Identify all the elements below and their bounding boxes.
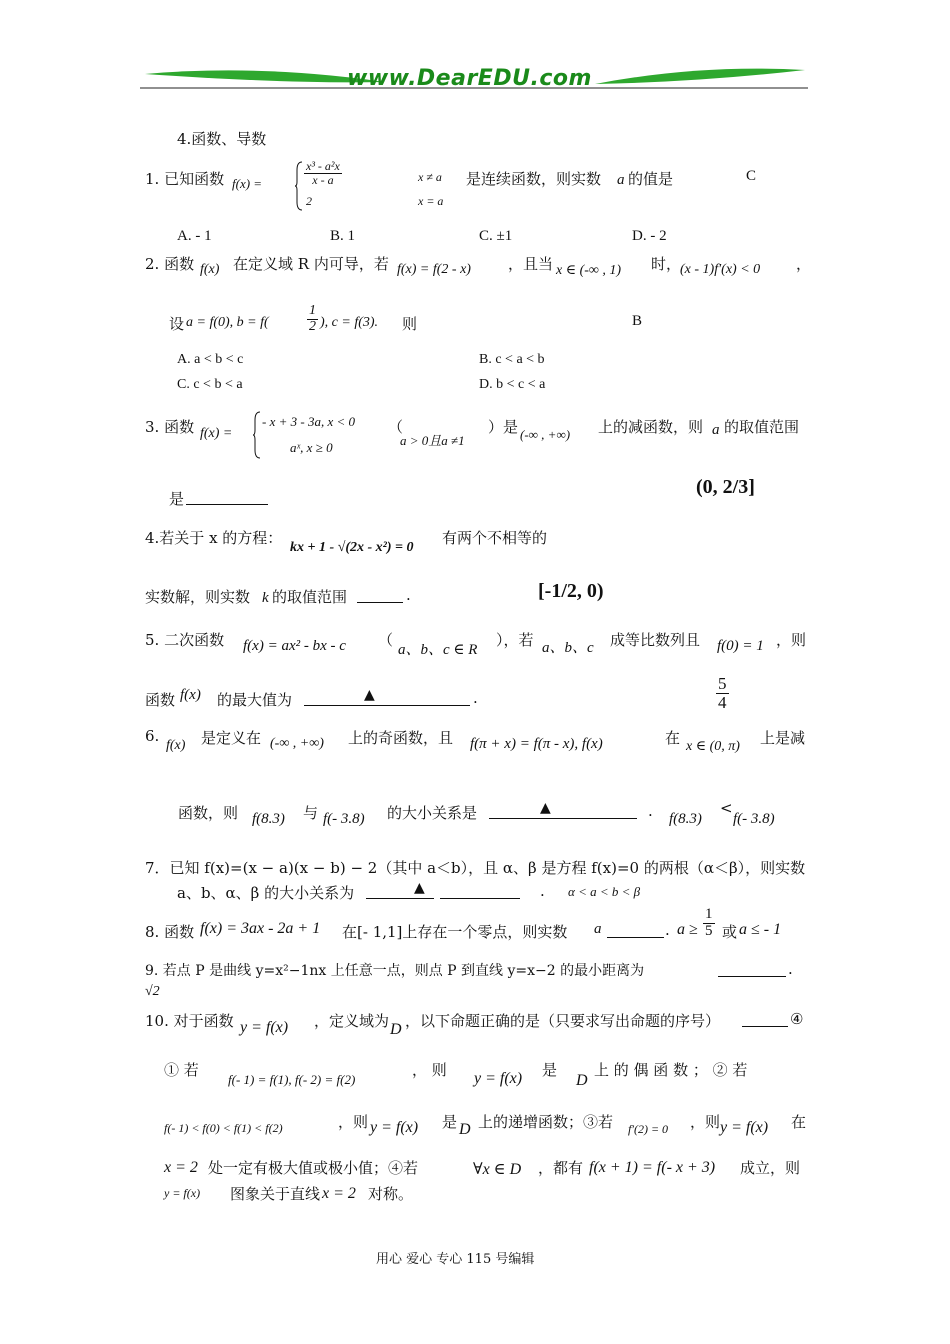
q5-answer-blank <box>304 689 470 706</box>
q10-item1-then: ， 则 <box>412 1061 447 1079</box>
q6-stem-3: 在 <box>665 729 681 747</box>
q10-item4-forall: ∀x ∈ D <box>473 1161 522 1178</box>
q3-condition: a > 0且a ≠1 <box>400 433 465 448</box>
q10-item1-rest: 上 的 偶 函 数 ； ② 若 <box>594 1061 748 1079</box>
q8-or: 或 <box>722 923 738 941</box>
q1-stem-3: 的值是 <box>628 170 674 188</box>
q2-interval: x ∈ (-∞ , 1) <box>556 263 622 278</box>
q2-line2-label: 设 <box>169 315 185 333</box>
q9-answer-blank <box>718 960 786 977</box>
q2-half-fraction <box>307 304 318 334</box>
q3-case1: - x + 3 - 3a, x < 0 <box>262 414 355 429</box>
q5-paren-open: （ <box>378 631 394 649</box>
q7-stem: 7．已知 f(x)=(x − a)(x − b) − 2（其中 a＜b），且 α、β 是方程 f(x)=0 的两根（α＜β），则实数 <box>145 859 806 877</box>
q1-option-b: B. 1 <box>330 228 356 244</box>
q10-item3-condition: f′(2) = 0 <box>628 1122 669 1136</box>
q8-stem: 8. 函数 <box>145 923 195 941</box>
q10-answer-blank <box>742 1010 788 1027</box>
q10-item4-line: x = 2 <box>322 1185 356 1202</box>
q1-stem-2: 是连续函数，则实数 <box>466 170 602 188</box>
q8-stem-2: 在[- 1,1]上存在一个零点，则实数 <box>342 923 568 941</box>
q3-interval: (-∞ , +∞) <box>520 427 571 442</box>
q4-line2-b: 的取值范围 <box>272 588 348 606</box>
q2-stem-2: 在定义域 R 内可导，若 <box>233 255 389 273</box>
q6-value-2: f(- 3.8) <box>323 811 365 827</box>
q3-stem: 3. 函数 <box>145 418 195 436</box>
q5-answer-fraction <box>716 675 729 712</box>
q1-stem: 1. 已知函数 <box>145 170 225 188</box>
q6-and: 与 <box>303 804 319 822</box>
q10-item3-rest: 处一定有极大值或极小值；④若 <box>208 1159 419 1177</box>
q4-variable: k <box>262 590 269 606</box>
q2-stem-4: 时， <box>651 255 682 273</box>
q6-answer-left: f(8.3) <box>669 811 702 827</box>
q2-definitions-2: ), c = f(3). <box>320 315 379 330</box>
q10-stem: 10. 对于函数 <box>145 1012 234 1030</box>
q1-answer: C <box>746 168 757 184</box>
q5-triangle-icon: ▲ <box>364 687 375 703</box>
q2-option-d: D. b < c < a <box>479 377 546 392</box>
q10-item2-then: ，则 <box>338 1113 369 1131</box>
q10-function: y = f(x) <box>240 1019 289 1036</box>
q2-option-a: A. a < b < c <box>177 352 244 367</box>
q5-function: f(x) = ax² - bx - c <box>243 638 346 654</box>
q5-period: . <box>473 689 478 707</box>
q10-item4-holds: 成立，则 <box>740 1159 801 1177</box>
q6-period: . <box>648 802 653 820</box>
q8-answer-a: a ≥ <box>677 921 698 938</box>
q9-stem: 9. 若点 P 是曲线 y=x²−1nx 上任意一点，则点 P 到直线 y=x−2 的最小距离为 <box>145 963 645 979</box>
q10-item2-condition: f(- 1) < f(0) < f(1) < f(2) <box>164 1121 283 1135</box>
q3-answer: (0, 2/3] <box>696 476 755 498</box>
q10-item1-domain: D <box>576 1072 588 1089</box>
q2-stem-3: ，且当 <box>508 255 554 273</box>
q5-paren-close: ），若 <box>496 631 534 649</box>
q2-half-numerator: 1 <box>309 303 316 318</box>
q10-item4-always: ，都有 <box>538 1159 584 1177</box>
q10-item4-end: 对称。 <box>368 1185 414 1203</box>
q4-period: . <box>406 586 411 604</box>
q8-function: f(x) = 3ax - 2a + 1 <box>200 920 321 937</box>
q2-option-b: B. c < a < b <box>479 352 545 367</box>
q3-answer-blank <box>186 488 268 505</box>
q4-answer-blank <box>357 586 403 603</box>
q5-f0: f(0) = 1 <box>717 638 764 654</box>
q6-answer-right: f(- 3.8) <box>733 811 775 827</box>
q8-answer-blank <box>607 921 664 938</box>
q1-option-d: D. - 2 <box>632 228 667 244</box>
q6-line2-c: 的大小关系是 <box>387 804 478 822</box>
q10-item3-point: x = 2 <box>164 1159 198 1176</box>
q1-case2-condition: x = a <box>418 194 444 208</box>
q7-line2: a、b、α、β 的大小关系为 <box>177 884 355 902</box>
q2-then: 则 <box>402 315 418 333</box>
q3-function: f(x) = <box>200 426 233 441</box>
q1-case1-fraction <box>304 160 342 186</box>
q3-paren-open: （ <box>388 418 404 436</box>
q6-stem-4: 上是减 <box>760 729 806 747</box>
q8-variable: a <box>594 921 602 937</box>
q8-period: . <box>665 921 670 939</box>
q1-case1-denominator: x - a <box>312 172 334 187</box>
q3-variable: a <box>712 422 720 438</box>
q3-stem-2: 上的减函数，则 <box>598 418 704 436</box>
q1-case2-value: 2 <box>306 194 312 208</box>
q10-domain: D <box>390 1021 402 1038</box>
q6-equation: f(π + x) = f(π - x), f(x) <box>470 736 603 752</box>
q6-value-1: f(8.3) <box>252 811 285 827</box>
q3-paren-close: ）是 <box>488 418 519 436</box>
q6-answer-blank <box>489 802 637 819</box>
q10-item1-label: ① 若 <box>164 1061 199 1079</box>
q6-domain: (-∞ , +∞) <box>270 736 324 751</box>
q9-period: . <box>788 960 793 978</box>
q1-brace-icon <box>294 160 304 212</box>
page-footer: 用心 爱心 专心 115 号编辑 <box>376 1252 535 1267</box>
q4-stem: 4.若关于 x 的方程： <box>145 529 283 547</box>
q2-half-denominator: 2 <box>309 318 316 334</box>
q3-case2: aˣ, x ≥ 0 <box>290 440 333 455</box>
q5-abc: a、b、c <box>542 640 594 656</box>
q10-item3-function: y = f(x) <box>720 1119 769 1136</box>
q1-function-label: f(x) = <box>232 176 263 191</box>
q10-item3-then: ，则 <box>690 1113 721 1131</box>
q6-stem: 是定义在 <box>201 729 262 747</box>
q6-interval: x ∈ (0, π) <box>686 739 740 754</box>
q1-option-a: A. - 1 <box>177 228 212 244</box>
q7-answer: α < a < b < β <box>568 884 641 899</box>
q3-brace-icon <box>252 410 262 460</box>
q10-stem-3: ，以下命题正确的是（只要求写出命题的序号） <box>405 1012 721 1030</box>
q10-item1-is: 是 <box>542 1061 558 1079</box>
q2-definitions: a = f(0), b = f( <box>186 315 269 330</box>
q2-stem: 2. 函数 <box>145 255 195 273</box>
q2-option-c: C. c < b < a <box>177 377 243 392</box>
q5-stem-3: ，则 <box>776 631 807 649</box>
q7-period: . <box>540 882 545 900</box>
q4-equation: kx + 1 - √(2x - x²) = 0 <box>290 540 414 555</box>
q6-fx: f(x) <box>166 738 186 753</box>
q7-triangle-icon: ▲ <box>414 880 425 896</box>
q8-answer-denominator: 5 <box>705 922 713 939</box>
q2-function: f(x) <box>200 262 220 277</box>
q3-stem-3: 的取值范围 <box>724 418 800 436</box>
q1-case1-numerator: x³ - a²x <box>306 159 340 173</box>
q10-item4-symmetric: 图象关于直线 <box>230 1185 321 1203</box>
q2-equation: f(x) = f(2 - x) <box>397 262 471 277</box>
section-title: 4.函数、导数 <box>177 130 267 148</box>
q8-answer-numerator: 1 <box>705 906 713 922</box>
q4-answer: [-1/2, 0) <box>538 580 604 602</box>
q4-stem-2: 有两个不相等的 <box>442 529 548 547</box>
q10-answer: ④ <box>790 1010 804 1028</box>
q8-answer-b: a ≤ - 1 <box>739 921 782 938</box>
q8-answer-fraction <box>703 907 715 940</box>
site-logo-text: www.DearEDU.com <box>347 66 592 91</box>
q2-inequality: (x - 1)f′(x) < 0 <box>680 262 761 277</box>
q10-item4-equation: f(x + 1) = f(- x + 3) <box>589 1159 716 1176</box>
q10-item1-function: y = f(x) <box>474 1070 523 1087</box>
q6-answer-operator: < <box>720 799 733 817</box>
q5-line2-b: 的最大值为 <box>217 691 293 709</box>
q10-item3-at: 在 <box>791 1113 807 1131</box>
q3-line2: 是 <box>169 490 185 508</box>
q5-answer-numerator: 5 <box>718 674 727 693</box>
q1-variable: a <box>617 172 625 188</box>
q1-case1-condition: x ≠ a <box>418 170 442 184</box>
q5-stem-2: 成等比数列且 <box>610 631 701 649</box>
q10-item2-function: y = f(x) <box>370 1119 419 1136</box>
q2-comma: ， <box>796 255 812 273</box>
q1-option-c: C. ±1 <box>479 228 513 244</box>
q2-answer: B <box>632 313 643 329</box>
q5-stem: 5. 二次函数 <box>145 631 225 649</box>
q10-item2-rest: 上的递增函数；③若 <box>478 1113 614 1131</box>
q10-item2-is: 是 <box>442 1113 458 1131</box>
q5-line2: 函数 <box>145 691 176 709</box>
q7-answer-blank-2 <box>440 882 520 899</box>
q6-triangle-icon: ▲ <box>540 800 551 816</box>
q10-item1-condition: f(- 1) = f(1), f(- 2) = f(2) <box>228 1072 356 1087</box>
q5-condition: a、b、c ∈ R <box>398 642 478 658</box>
q4-line2: 实数解，则实数 <box>145 588 251 606</box>
q5-answer-denominator: 4 <box>718 692 727 712</box>
q10-item2-domain: D <box>459 1121 471 1138</box>
q10-stem-2: ，定义域为 <box>314 1012 390 1030</box>
q9-answer: √2 <box>145 984 160 999</box>
q10-item4-function: y = f(x) <box>164 1186 201 1200</box>
q6-stem-2: 上的奇函数，且 <box>348 729 454 747</box>
q5-line2-fx: f(x) <box>180 687 201 703</box>
q6-line2: 函数，则 <box>178 804 239 822</box>
q6-label: 6. <box>145 727 160 745</box>
